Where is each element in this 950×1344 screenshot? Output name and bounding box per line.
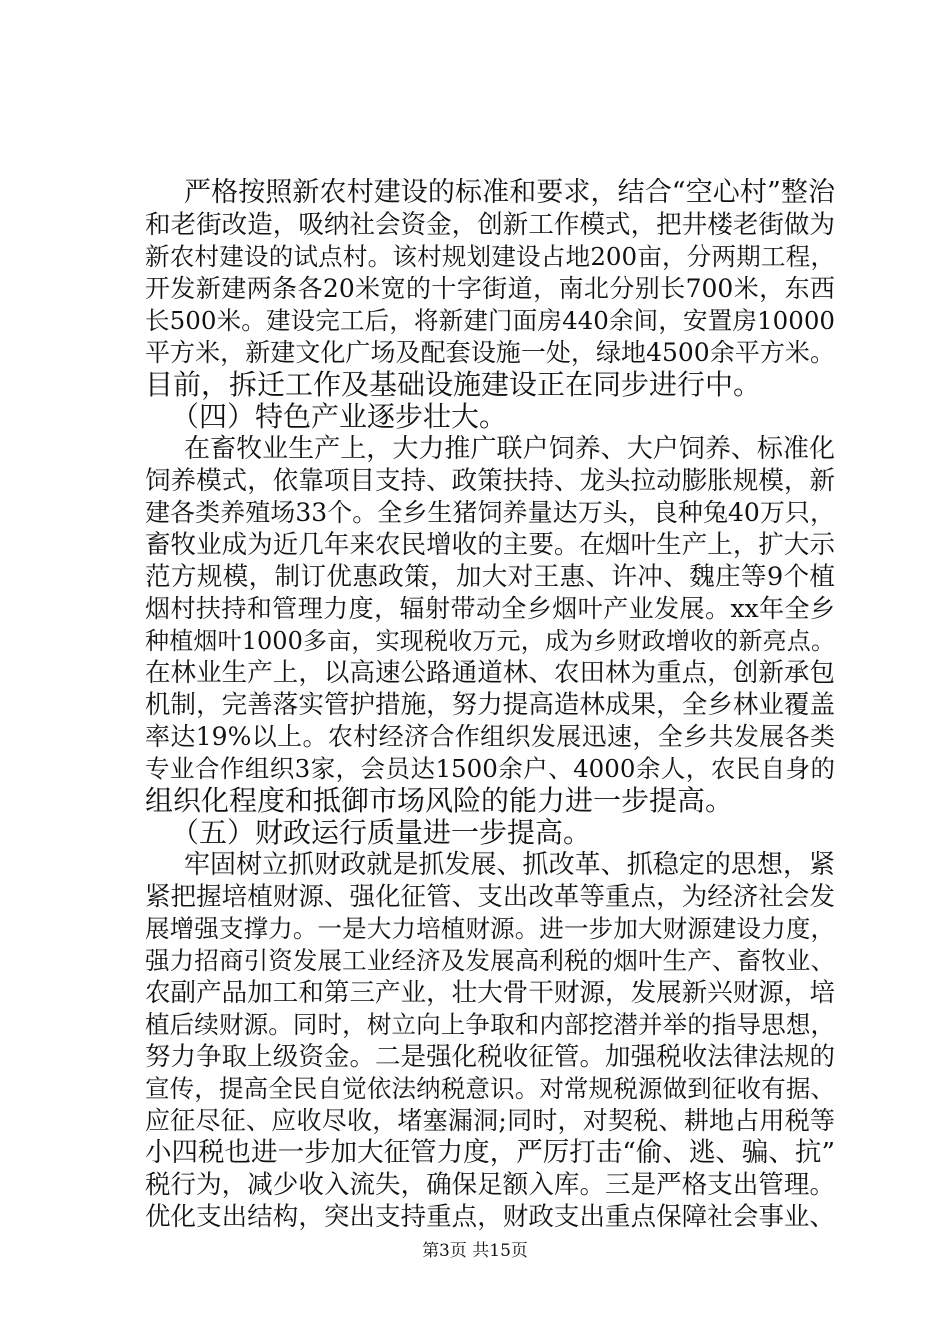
section-heading: （四）特色产业逐步壮大。 [171,400,508,433]
paragraph-line: 在林业生产上，以高速公路通道林、农田林为重点，创新承包 [145,658,835,688]
paragraph-line: 优化支出结构，突出支持重点，财政支出重点保障社会事业、 [145,1202,835,1232]
paragraph-line: 新农村建设的试点村。该村规划建设占地200亩，分两期工程， [145,242,835,271]
paragraph-line: 组织化程度和抵御市场风险的能力进一步提高。 [145,784,734,817]
section-heading: （五）财政运行质量进一步提高。 [171,816,592,849]
paragraph-line: 税行为，减少收入流失，确保足额入库。三是严格支出管理。 [145,1170,835,1200]
paragraph-line: 率达19%以上。农村经济合作组织发展迅速，全乡共发展各类 [145,722,835,751]
paragraph-line: 目前，拆迁工作及基础设施建设正在同步进行中。 [145,368,762,401]
paragraph-line: 应征尽征、应收尽收，堵塞漏洞;同时，对契税、耕地占用税等 [145,1106,835,1135]
paragraph-line: 在畜牧业生产上，大力推广联户饲养、大户饲养、标准化 [184,434,835,464]
page-footer: 第3页 共15页 [422,1241,528,1261]
paragraph-line: 小四税也进一步加大征管力度，严厉打击“偷、逃、骗、抗” [145,1137,835,1168]
paragraph-line: 专业合作组织3家，会员达1500余户、4000余人，农民自身的 [145,754,835,783]
paragraph-line: 饲养模式，依靠项目支持、政策扶持、龙头拉动膨胀规模，新 [145,466,835,496]
paragraph-line: 和老街改造，吸纳社会资金，创新工作模式，把井楼老街做为 [145,210,835,240]
paragraph-line: 机制，完善落实管护措施，努力提高造林成果，全乡林业覆盖 [145,690,835,720]
paragraph-line: 努力争取上级资金。二是强化税收征管。加强税收法律法规的 [145,1042,835,1072]
paragraph-line: 农副产品加工和第三产业，壮大骨干财源，发展新兴财源，培 [145,978,835,1008]
paragraph-line: 长500米。建设完工后，将新建门面房440余间，安置房10000 [145,306,835,335]
paragraph-line: 强力招商引资发展工业经济及发展高利税的烟叶生产、畜牧业、 [145,946,835,975]
paragraph-line: 开发新建两条各20米宽的十字街道，南北分别长700米，东西 [145,274,835,303]
paragraph-line: 紧把握培植财源、强化征管、支出改革等重点，为经济社会发 [145,882,835,912]
paragraph-line: 平方米，新建文化广场及配套设施一处，绿地4500余平方米。 [145,338,835,367]
paragraph-line: 建各类养殖场33个。全乡生猪饲养量达万头，良种兔40万只， [145,498,835,527]
paragraph-line: 畜牧业成为近几年来农民增收的主要。在烟叶生产上，扩大示 [145,530,835,560]
paragraph-line: 种植烟叶1000多亩，实现税收万元，成为乡财政增收的新亮点。 [145,627,835,655]
paragraph-line: 宣传，提高全民自觉依法纳税意识。对常规税源做到征收有据、 [145,1074,835,1103]
paragraph-line: 范方规模，制订优惠政策，加大对王惠、许冲、魏庄等9个植 [145,562,835,592]
paragraph-line: 严格按照新农村建设的标准和要求，结合“空心村”整治 [184,177,835,208]
paragraph-line: 展增强支撑力。一是大力培植财源。进一步加大财源建设力度， [145,914,835,943]
paragraph-line: 植后续财源。同时，树立向上争取和内部挖潜并举的指导思想， [145,1010,835,1039]
paragraph-line: 烟村扶持和管理力度，辐射带动全乡烟叶产业发展。xx年全乡 [145,594,835,623]
paragraph-line: 牢固树立抓财政就是抓发展、抓改革、抓稳定的思想，紧 [184,850,835,880]
